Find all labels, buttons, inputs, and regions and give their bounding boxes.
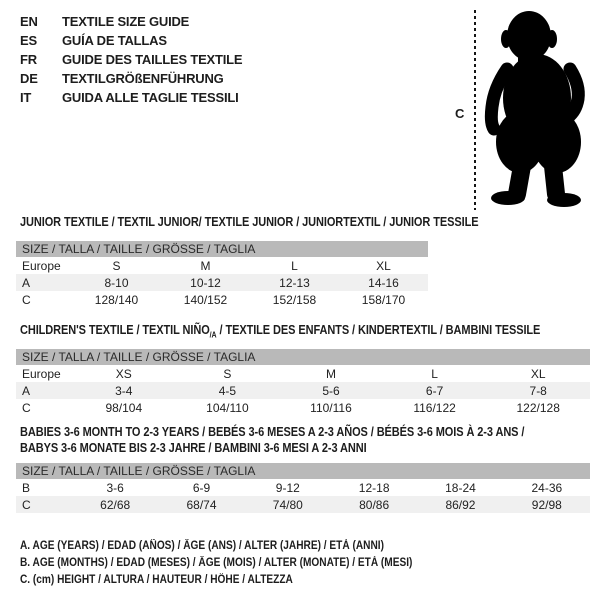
table-cell: 18-24: [445, 480, 476, 495]
row-label: Europe: [22, 366, 61, 381]
table-cell: S: [223, 366, 232, 381]
table-cell: 9-12: [275, 480, 300, 495]
table-row-months: [16, 479, 590, 496]
row-label: C: [22, 292, 31, 307]
footnote-age-years: A. AGE (YEARS) / EDAD (AÑOS) / ÂGE (ANS) / ALTER (JAHRE) / ETÀ (ANNI): [20, 540, 384, 552]
table-cell: 3-6: [106, 480, 124, 495]
size-header-bar: SIZE / TALLA / TAILLE / GRÖSSE / TAGLIA: [16, 241, 428, 257]
language-code: FR: [20, 52, 37, 67]
table-cell: 86/92: [445, 497, 476, 512]
size-header-row: [16, 349, 590, 365]
table-row-age: [16, 274, 428, 291]
table-cell: 104/110: [206, 400, 249, 415]
table-row-height: [16, 291, 428, 308]
table-cell: 92/98: [531, 497, 562, 512]
row-label: C: [22, 497, 31, 512]
table-cell: M: [200, 258, 211, 273]
table-cell: 12-18: [358, 480, 390, 495]
table-cell: 14-16: [368, 275, 399, 290]
table-cell: 62/68: [100, 497, 131, 512]
language-row-fr: [20, 50, 242, 69]
footnote-height-cm: C. (cm) HEIGHT / ALTURA / HAUTEUR / HÖHE / ALTEZZA: [20, 574, 293, 586]
size-header-bar: SIZE / TALLA / TAILLE / GRÖSSE / TAGLIA: [16, 463, 590, 479]
table-cell: 98/104: [105, 400, 143, 415]
row-label: B: [22, 480, 31, 495]
language-code: DE: [20, 71, 38, 86]
babies-section-title: BABIES 3-6 MONTH TO 2-3 YEARS / BEBÉS 3-6 MESES A 2-3 AÑOS / BÉBÉS 3-6 MOIS À 2-3 ANS / BABYS 3-6 MONATE BIS 2-3 JAHRE / BAMBINI 3-6 MESI A 2-3 ANNI: [20, 425, 525, 455]
junior-size-table: [16, 241, 428, 308]
junior-section-title: JUNIOR TEXTILE / TEXTIL JUNIOR/ TEXTILE JUNIOR / JUNIORTEXTIL / JUNIOR TESSILE: [20, 215, 479, 229]
language-row-it: [20, 88, 242, 107]
table-cell: 5-6: [322, 383, 340, 398]
table-row-age: [16, 382, 590, 399]
height-marker-label: C: [455, 106, 465, 121]
table-cell: 6-7: [425, 383, 444, 398]
toddler-silhouette-icon: [482, 6, 596, 208]
language-title: GUIDE DES TAILLES TEXTILE: [62, 52, 243, 67]
children-section-title: CHILDREN'S TEXTILE / TEXTIL $NIÑO_{/A}$ / TEXTILE DES ENFANTS / KINDERTEXTIL / BAMBINI TESSILE: [20, 323, 541, 340]
language-row-es: [20, 31, 242, 50]
height-measure-dashed-line: [474, 10, 476, 210]
table-cell: 152/158: [272, 292, 317, 307]
table-cell: 3-4: [115, 383, 133, 398]
table-cell: 10-12: [190, 275, 221, 290]
table-cell: XS: [115, 366, 132, 381]
table-cell: 7-8: [529, 383, 547, 398]
language-row-de: [20, 69, 242, 88]
babies-size-table: [16, 463, 590, 513]
table-cell: L: [291, 258, 298, 273]
table-cell: 6-9: [192, 480, 211, 495]
table-cell: 122/128: [516, 400, 560, 415]
footnote-age-months: B. AGE (MONTHS) / EDAD (MESES) / ÂGE (MOIS) / ALTER (MONATE) / ETÀ (MESI): [20, 557, 413, 569]
table-cell: 4-5: [218, 383, 237, 398]
size-header-bar: SIZE / TALLA / TAILLE / GRÖSSE / TAGLIA: [16, 349, 590, 365]
table-cell: L: [431, 366, 438, 381]
row-label: C: [22, 400, 31, 415]
language-title: TEXTILGRÖßENFÜHRUNG: [62, 71, 224, 86]
language-code: IT: [20, 90, 32, 105]
table-cell: 128/140: [94, 292, 139, 307]
size-header-row: [16, 241, 428, 257]
language-row-en: [20, 12, 242, 31]
table-cell: 158/170: [361, 292, 406, 307]
table-cell: 80/86: [359, 497, 390, 512]
table-cell: M: [325, 366, 336, 381]
size-header-row: [16, 463, 590, 479]
row-label: A: [22, 383, 31, 398]
language-title: GUÍA DE TALLAS: [62, 33, 167, 48]
language-title-list: [20, 12, 242, 107]
table-cell: 12-13: [279, 275, 310, 290]
language-title: GUIDA ALLE TAGLIE TESSILI: [62, 90, 239, 105]
table-row-europe: [16, 365, 590, 382]
table-row-height: [16, 496, 590, 513]
row-label: Europe: [22, 258, 61, 273]
language-code: ES: [20, 33, 37, 48]
table-row-height: [16, 399, 590, 416]
table-cell: XL: [376, 258, 391, 273]
language-code: EN: [20, 14, 38, 29]
footnote-list: [20, 538, 466, 589]
row-label: A: [22, 275, 31, 290]
children-size-table: [16, 349, 590, 416]
gender-subscript: /A: [209, 330, 217, 340]
table-cell: 110/116: [310, 400, 352, 415]
table-cell: 24-36: [531, 480, 563, 495]
table-cell: 116/122: [413, 400, 456, 415]
table-cell: 68/74: [186, 497, 217, 512]
table-cell: XL: [530, 366, 546, 381]
table-cell: 74/80: [272, 497, 303, 512]
table-cell: S: [112, 258, 121, 273]
table-row-europe: [16, 257, 428, 274]
table-cell: 8-10: [104, 275, 129, 290]
language-title: TEXTILE SIZE GUIDE: [62, 14, 190, 29]
table-cell: 140/152: [183, 292, 228, 307]
